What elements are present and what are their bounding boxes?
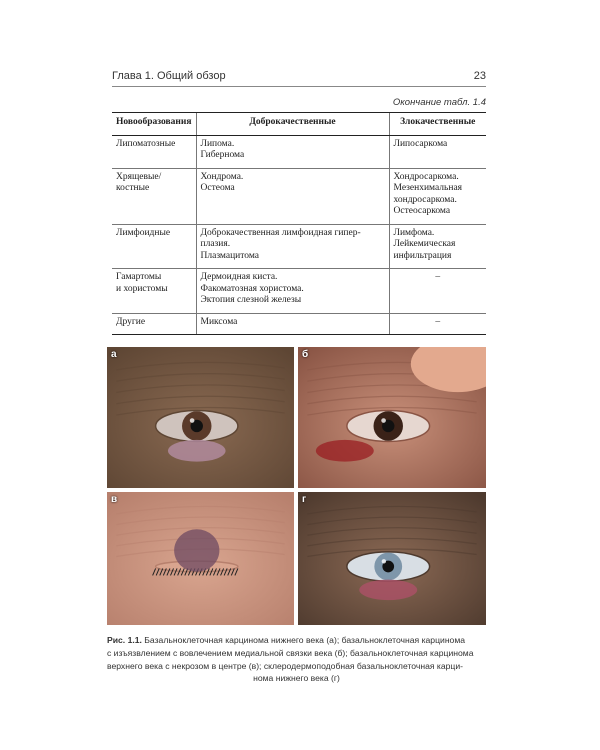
cell-type <box>112 135 196 168</box>
cell-text: Остеосаркома <box>393 206 451 216</box>
cell-malignant <box>389 269 486 314</box>
cell-benign <box>196 135 389 168</box>
figure-caption <box>107 634 486 685</box>
photo-panel-d <box>298 492 486 625</box>
cell-text: Эктопия слезной железы <box>200 295 302 305</box>
column-header-type: Новообразования <box>112 113 196 136</box>
cell-type <box>112 313 196 335</box>
page-number: 23 <box>473 70 486 82</box>
cell-text: Факоматозная хористома. <box>200 283 304 294</box>
cell-text: Лимфоидные <box>116 227 171 238</box>
panel-label: г <box>302 494 307 505</box>
cell-text: Другие <box>116 316 146 327</box>
table-row <box>112 313 486 335</box>
eye-photo <box>298 347 486 488</box>
cell-text: Лимфома. <box>393 227 435 238</box>
cell-text: Плазмацитома <box>200 250 260 261</box>
cell-text: костные <box>116 183 150 193</box>
cell-text: Хондросаркома. <box>393 171 459 182</box>
panel-label: а <box>111 349 117 360</box>
neoplasm-table <box>112 112 486 335</box>
table-row <box>112 269 486 314</box>
cell-type <box>112 168 196 224</box>
cell-benign <box>196 224 389 269</box>
lesion <box>316 440 374 462</box>
cell-text: Мезенхимальная <box>393 183 463 193</box>
cell-text: Гамартомы <box>116 272 162 282</box>
figure-caption-line: верхнего века с некрозом в центре (в); склеродермоподобная базальноклеточная карци- <box>107 660 464 671</box>
cell-text: – <box>435 316 441 327</box>
table-row <box>112 224 486 269</box>
cell-text: – <box>435 272 441 282</box>
cell-text: Миксома <box>200 316 238 327</box>
cell-text: Гибернома <box>200 150 245 160</box>
table-row <box>112 168 486 224</box>
cell-text: и хористомы <box>116 283 168 294</box>
photo-panel-a <box>107 347 294 488</box>
cell-text: Лейкемическая <box>393 239 456 249</box>
cell-malignant <box>389 168 486 224</box>
cell-benign <box>196 313 389 335</box>
cell-text: хондросаркома. <box>393 194 457 205</box>
table-header-row <box>112 113 486 136</box>
cell-benign <box>196 168 389 224</box>
eye-photo <box>107 347 294 488</box>
cell-text: инфильтрация <box>393 250 452 261</box>
column-header-malignant: Злокачественные <box>389 113 486 136</box>
cell-malignant <box>389 135 486 168</box>
column-header-benign: Доброкачественные <box>196 113 389 136</box>
panel-label: в <box>111 494 118 505</box>
eye-photo <box>107 492 294 625</box>
lesion <box>359 580 417 600</box>
figure-caption-line: с изъязвлением с вовлечением медиальной связки века (б); базальноклеточная карцинома <box>107 647 474 658</box>
cell-text: Липосаркома <box>393 138 448 149</box>
lesion <box>168 440 226 462</box>
lesion <box>174 529 219 572</box>
cell-text: Доброкачественная лимфоидная гипер- <box>200 227 361 238</box>
cell-type <box>112 224 196 269</box>
panel-label: б <box>302 349 309 360</box>
cell-text: Липома. <box>200 138 235 149</box>
cell-text: плазия. <box>200 239 231 249</box>
eye-photo <box>298 492 486 625</box>
cell-text: Хондрома. <box>200 171 244 182</box>
chapter-title: Глава 1. Общий обзор <box>112 70 226 82</box>
eye-highlight <box>382 559 386 563</box>
eye-highlight <box>381 418 386 423</box>
photo-panel-b <box>298 347 486 488</box>
page-header <box>112 70 486 86</box>
table-row <box>112 135 486 168</box>
cell-malignant <box>389 313 486 335</box>
photo-panel-c <box>107 492 294 625</box>
cell-text: Липоматозные <box>116 138 176 149</box>
figure-1-1 <box>107 347 486 625</box>
cell-text: Хрящевые/ <box>116 171 162 182</box>
figure-label: Рис. 1.1. <box>107 635 142 645</box>
cell-malignant <box>389 224 486 269</box>
figure-caption-line: нома нижнего века (г) <box>253 673 340 684</box>
cell-text: Дермоидная киста. <box>200 272 278 282</box>
cell-type <box>112 269 196 314</box>
table-caption: Окончание табл. 1.4 <box>392 97 486 108</box>
eye-highlight <box>190 418 195 423</box>
cell-benign <box>196 269 389 314</box>
header-rule <box>112 86 486 87</box>
cell-text: Остеома <box>200 183 235 193</box>
figure-caption-line: Рис. 1.1. Базальноклеточная карцинома нижнего века (а); базальноклеточная карцинома <box>107 635 466 645</box>
